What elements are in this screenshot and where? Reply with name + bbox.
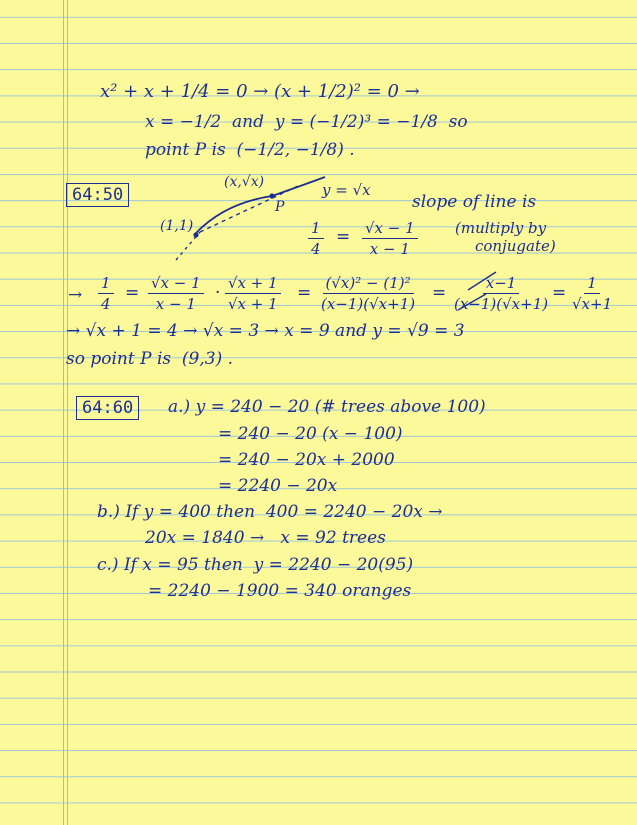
equals-sign: = — [297, 283, 312, 303]
result-line-2: so point P is (9,3) . — [66, 349, 234, 369]
equation-line-1: x² + x + 1/4 = 0 → (x + 1/2)² = 0 → — [100, 81, 420, 102]
slope-note: slope of line is — [412, 192, 537, 212]
arrow-symbol: → — [68, 285, 83, 305]
part-a-line-4: = 2240 − 20x — [218, 476, 338, 496]
part-b-line-2: 20x = 1840 → x = 92 trees — [145, 528, 386, 548]
fraction-denominator: 4 — [311, 240, 321, 258]
fraction-numerator: 1 — [98, 274, 114, 294]
point-label-1-1: (1,1) — [160, 218, 194, 234]
point-label-xsqrtx: (x,√x) — [224, 174, 265, 190]
part-a-line-3: = 240 − 20x + 2000 — [218, 450, 395, 470]
curve-label: y = √x — [322, 181, 371, 199]
part-c-line-2: = 2240 − 1900 = 340 oranges — [148, 581, 412, 601]
part-c-line-1: c.) If x = 95 then y = 2240 − 20(95) — [97, 555, 414, 575]
fraction-denominator: √x+1 — [572, 295, 613, 313]
equation-line-3: point P is (−1/2, −1/8) . — [145, 140, 355, 160]
equation-line-2: x = −1/2 and y = (−1/2)³ = −1/8 so — [145, 112, 468, 132]
fraction-numerator: 1 — [584, 274, 600, 294]
equals-sign: = — [432, 283, 447, 303]
hint-multiply: (multiply by — [455, 219, 547, 237]
fraction-numerator: (√x)² − (1)² — [323, 274, 414, 294]
fraction-denominator: √x + 1 — [228, 295, 278, 313]
fraction-denominator: x − 1 — [369, 240, 410, 258]
fraction-numerator: 1 — [308, 219, 324, 239]
fraction-numerator: √x − 1 — [148, 274, 204, 294]
part-a-line-2: = 240 − 20 (x − 100) — [218, 424, 403, 444]
equals-sign: = — [336, 227, 351, 247]
multiply-dot: · — [215, 283, 221, 303]
point-p-label: P — [275, 199, 285, 215]
part-a-line-1: a.) y = 240 − 20 (# trees above 100) — [168, 397, 486, 417]
problem-label-64-50: 64:50 — [66, 183, 129, 207]
fraction-denominator: x − 1 — [155, 295, 196, 313]
fraction-denominator: (x−1)(√x+1) — [321, 295, 416, 313]
cancel-stroke-numerator — [468, 272, 496, 290]
fraction-denominator: (x−1)(√x+1) — [454, 295, 549, 313]
hint-conjugate: conjugate) — [475, 237, 556, 255]
equals-sign: = — [125, 283, 140, 303]
fraction-numerator: √x + 1 — [225, 274, 281, 294]
fraction-numerator: x−1 — [483, 274, 520, 294]
part-b-line-1: b.) If y = 400 then 400 = 2240 − 20x → — [97, 502, 443, 522]
problem-label-64-60: 64:60 — [76, 396, 139, 420]
equals-sign: = — [552, 283, 567, 303]
cancel-stroke-denominator — [458, 294, 486, 310]
fraction-numerator: √x − 1 — [362, 219, 418, 239]
result-line-1: → √x + 1 = 4 → √x = 3 → x = 9 and y = √9 = 3 — [66, 321, 465, 341]
fraction-denominator: 4 — [101, 295, 111, 313]
